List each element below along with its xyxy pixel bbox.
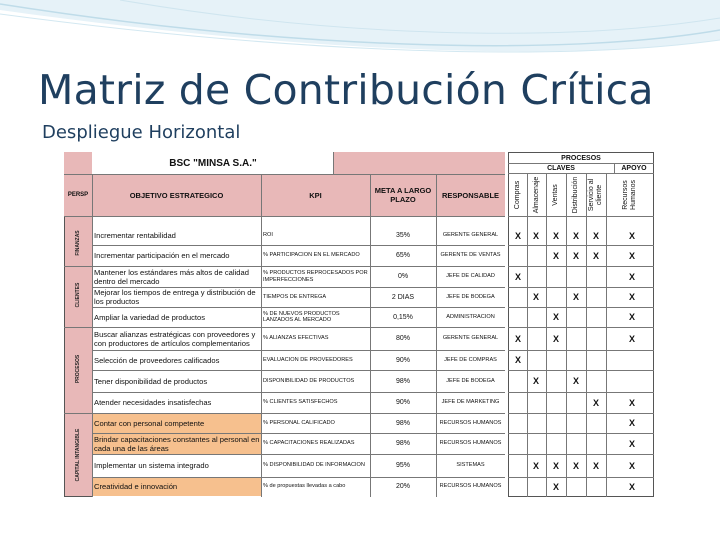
row-11-objetivo: Brindar capacitaciones constantes al personal en cada una de las áreas [94,434,260,453]
row-7-responsable: JEFE DE COMPRAS [444,356,497,363]
process-mark: X [532,230,540,241]
row-10-meta: 98% [395,419,410,427]
row-5-responsable: ADMINISTRACION [446,313,495,320]
proc-divider [508,163,654,164]
bsc-title: BSC "MINSA S.A." [169,157,257,169]
persp-clientes: CLIENTES [75,282,81,308]
row-divider [92,350,505,351]
col-divider [370,174,371,497]
header-objetivo: OBJETIVO ESTRATEGICO [129,190,224,200]
process-mark: X [592,460,600,471]
row-8-meta: 98% [395,377,410,385]
row-12-kpi: % DISPONIBILIDAD DE INFORMACION [263,462,365,469]
row-1-kpi: ROI [263,232,273,239]
process-recursos-humanos: Recursos Humanos [622,180,637,210]
row-4-objetivo: Mejorar los tiempos de entrega y distribución de los productos [94,288,256,306]
process-mark: X [532,292,540,302]
row-13-meta: 20% [395,483,410,490]
row-10-objetivo: Contar con personal competente [94,418,205,428]
row-12-objetivo: Implementar un sistema integrado [94,461,209,470]
proc-row-divider [508,245,654,246]
row-5-kpi: % DE NUEVOS PRODUCTOS LANZADOS AL MERCADO [263,310,340,323]
process-mark: X [552,481,560,492]
proc-divider [508,173,654,174]
process-mark: X [572,460,580,471]
proc-row-divider [508,477,654,478]
row-10-responsable: RECURSOS HUMANOS [439,419,502,426]
proc-row-divider [508,307,654,308]
row-13-objetivo: Creatividad e innovación [94,482,178,491]
row-divider [92,477,505,478]
process-mark: X [628,250,636,261]
process-mark: X [628,312,636,322]
row-12-responsable: SISTEMAS [456,462,485,468]
row-7-kpi: EVALUACION DE PROVEEDORES [263,356,353,363]
persp-finanzas: FINANZAS [75,230,81,256]
row-divider [92,413,505,414]
row-3-meta: 0% [397,273,409,280]
row-9-responsable: JEFE DE MARKETING [441,399,500,405]
row-2-meta: 65% [395,252,410,259]
proc-col-divider [586,173,587,497]
proc-divider [614,163,615,173]
processes-apoyo: APOYO [621,164,647,172]
process-ventas: Ventas [552,184,559,206]
proc-row-divider [508,350,654,351]
row-divider [92,433,505,434]
process-mark: X [628,333,636,344]
header-responsable: RESPONSABLE [441,190,500,200]
process-mark: X [628,230,636,241]
row-8-kpi: DISPONIBILIDAD DE PRODUCTOS [263,377,355,384]
process-mark: X [572,250,580,261]
process-mark: X [552,312,560,322]
row-divider [92,245,505,246]
proc-row-divider [508,287,654,288]
process-mark: X [628,271,636,282]
row-2-responsable: GERENTE DE VENTAS [440,252,501,258]
process-mark: X [552,460,560,471]
persp-divider [64,413,92,414]
proc-row-divider [508,454,654,455]
page-title: Matriz de Contribución Crítica [38,66,654,114]
title-divider [64,174,505,175]
process-mark: X [514,333,522,344]
row-divider [92,392,505,393]
row-1-responsable: GERENTE GENERAL [442,232,499,238]
process-compras: Compras [513,180,521,210]
row-5-meta: 0,15% [393,313,413,321]
persp-procesos: PROCESOS [75,354,81,384]
row-3-kpi: % PRODUCTOS REPROCESADOS POR IMPERFECCIONES [263,270,368,283]
process-mark: X [552,230,560,241]
proc-col-divider [606,173,607,497]
row-8-objetivo: Tener disponibilidad de productos [94,376,208,386]
row-11-meta: 98% [395,440,410,447]
header-meta: META A LARGO PLAZO [374,186,432,204]
proc-row-divider [508,433,654,434]
process-mark: X [552,333,560,344]
proc-col-divider [546,173,547,497]
header-persp: PERSP [67,191,89,198]
row-12-meta: 95% [395,462,410,469]
process-mark: X [592,250,600,261]
process-mark: X [628,292,636,302]
process-mark: X [592,230,600,241]
processes-title: PROCESOS [561,154,601,162]
proc-row-divider [508,370,654,371]
row-8-responsable: JEFE DE BODEGA [446,377,495,384]
process-mark: X [552,250,560,261]
row-6-responsable: GERENTE GENERAL [442,335,499,341]
processes-claves: CLAVES [547,164,575,172]
process-mark: X [628,460,636,471]
row-9-kpi: % CLIENTES SATISFECHOS [263,399,338,406]
proc-col-divider [527,173,528,497]
process-mark: X [628,418,636,428]
row-divider [92,266,505,267]
row-1-meta: 35% [395,232,410,239]
process-mark: X [572,230,580,241]
row-13-kpi: % de propuestas llevadas a cabo [263,483,346,490]
process-distribuci-n: Distribución [572,176,579,214]
header-divider [64,216,505,217]
row-divider [92,307,505,308]
row-7-objetivo: Selección de proveedores calificados [94,355,220,365]
row-1-objetivo: Incrementar rentabilidad [94,231,176,240]
row-5-objetivo: Ampliar la variedad de productos [94,312,206,322]
process-servicio-al-cliente: Servicio al cliente [588,178,603,212]
row-6-kpi: % ALIANZAS EFECTIVAS [263,335,329,342]
row-9-objetivo: Atender necesidades insatisfechas [94,398,212,407]
row-3-objetivo: Mantener los estándares más altos de calidad dentro del mercado [94,267,249,286]
row-divider [92,327,505,328]
proc-row-divider [508,413,654,414]
page-subtitle: Despliegue Horizontal [42,122,241,143]
process-mark: X [514,271,522,282]
persp-divider [64,266,92,267]
process-mark: X [514,230,522,241]
row-4-kpi: TIEMPOS DE ENTREGA [263,293,327,300]
proc-divider [508,216,654,217]
process-mark: X [592,397,600,408]
row-divider [92,287,505,288]
row-2-objetivo: Incrementar participación en el mercado [94,251,230,260]
row-2-kpi: % PARTICIPACION EN EL MERCADO [263,252,360,259]
persp-capital-intangible: CAPITAL INTANGIBLE [75,428,81,482]
process-mark: X [628,438,636,449]
process-mark: X [532,376,540,386]
process-mark: X [514,355,522,365]
proc-col-divider [566,173,567,497]
process-mark: X [572,292,580,302]
proc-row-divider [508,327,654,328]
row-11-responsable: RECURSOS HUMANOS [439,440,502,446]
col-divider [92,174,93,497]
row-7-meta: 90% [395,356,410,364]
row-divider [92,454,505,455]
process-mark: X [628,481,636,492]
row-6-objetivo: Buscar alianzas estratégicas con proveedores y con productores de artículos complementarios [94,329,256,348]
persp-divider [64,327,92,328]
row-divider [92,370,505,371]
row-10-kpi: % PERSONAL CALIFICADO [263,419,335,426]
process-almacenaje: Almacenaje [532,176,540,214]
row-6-meta: 80% [395,335,410,342]
proc-row-divider [508,266,654,267]
row-4-meta: 2 DIAS [391,293,415,301]
row-13-responsable: RECURSOS HUMANOS [439,483,502,489]
col-divider [261,174,262,497]
header-kpi: KPI [309,190,322,200]
row-9-meta: 90% [395,399,410,406]
col-divider [436,174,437,497]
proc-row-divider [508,392,654,393]
process-mark: X [532,460,540,471]
row-4-responsable: JEFE DE BODEGA [446,293,495,300]
row-11-kpi: % CAPACITACIONES REALIZADAS [263,440,355,447]
process-mark: X [572,376,580,386]
row-3-responsable: JEFE DE CALIDAD [446,273,495,279]
process-mark: X [628,397,636,408]
header-swoosh-decoration [0,0,720,70]
